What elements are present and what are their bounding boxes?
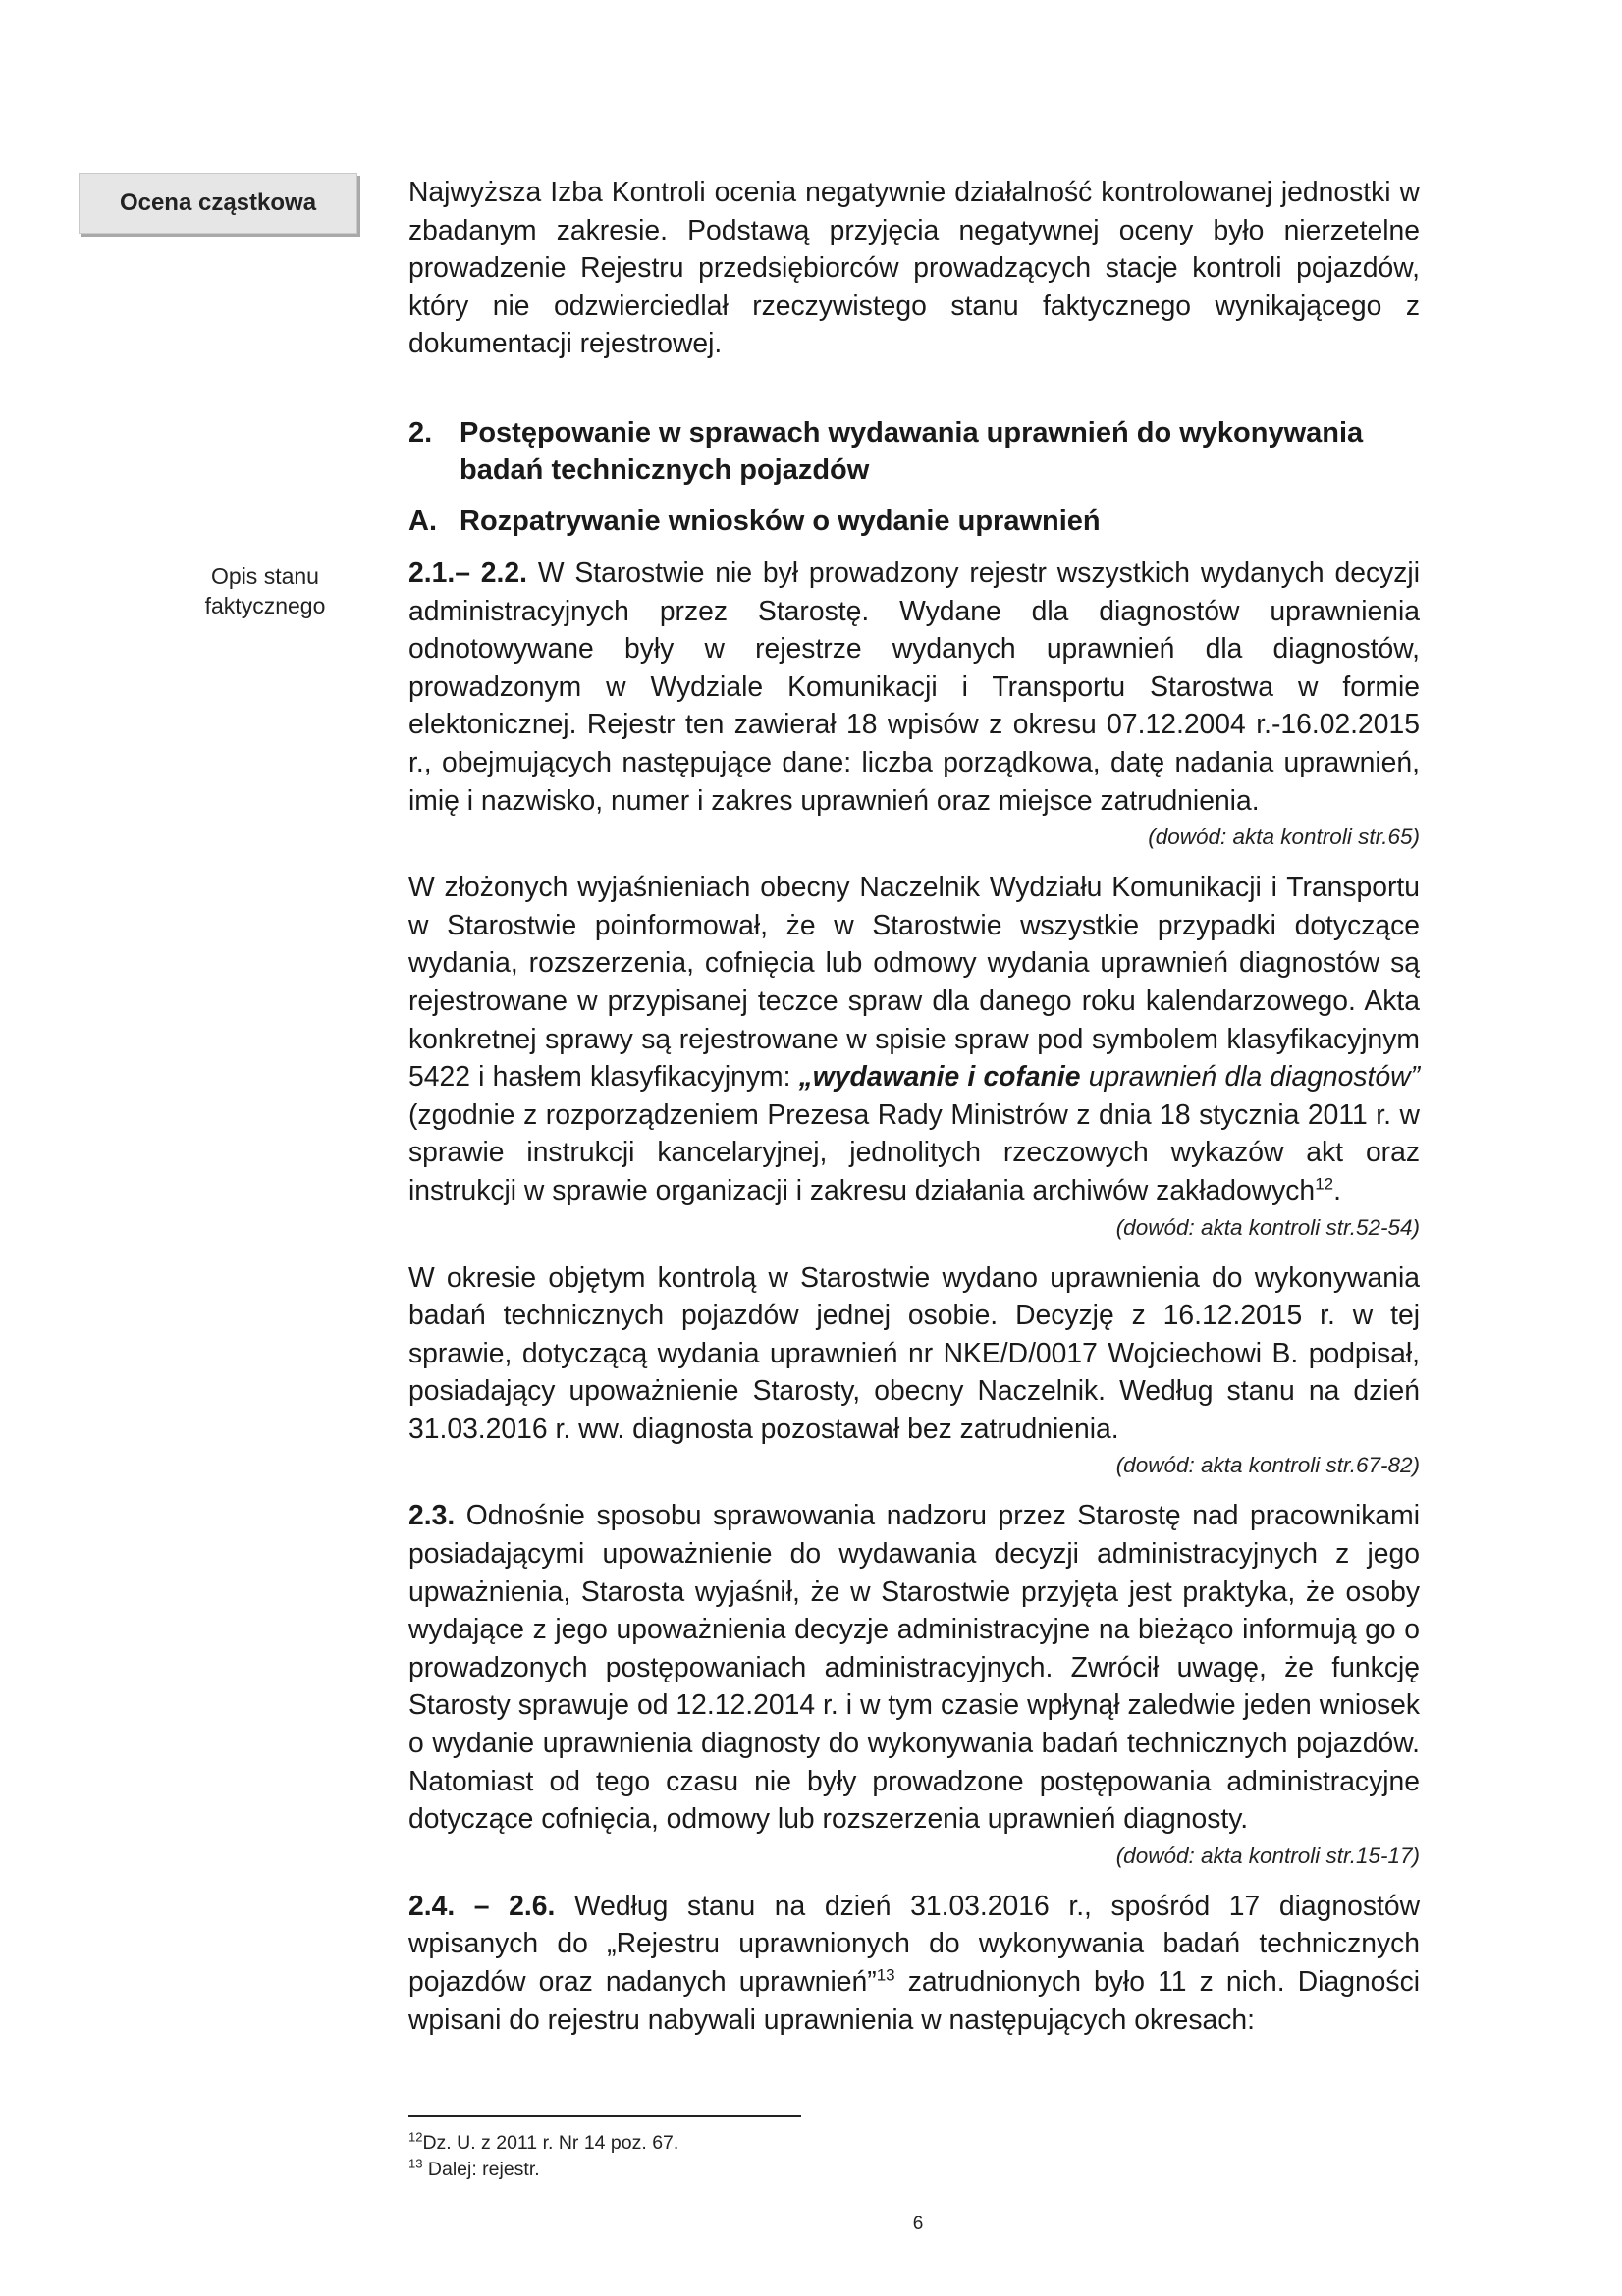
footnote-13-text: Dalej: rejestr. [422,2159,540,2180]
paragraph-2-3-lead: 2.3. [408,1499,456,1531]
assessment-text-block [408,173,1420,362]
section-margin-label [147,561,383,620]
paragraph-2-1 [408,554,1420,819]
evidence-note-3: (dowód: akta kontroli str.67-82) [1115,1453,1420,1478]
paragraph-explanations [408,868,1420,1208]
paragraph-explanations-quote-b: uprawnień dla diagnostów” [1080,1060,1421,1093]
paragraph-2-4-text-a: Według stanu na dzień 31.03.2016 r., spośród 17 diagnostów wpisanych do „Rejestru uprawnionych do wykonywania badań technicznych pojazdów oraz nadanych uprawnień” [408,1889,1421,1997]
paragraph-explanations-text-b: (zgodnie z rozporządzeniem Prezesa Rady Ministrów z dnia 18 stycznia 2011 r. w sprawie instrukcji kancelaryjnej, jednolitych rzeczowych wykazów akt oraz instrukcji w sprawie organizacji i zakresu działania archiwów zakładowych [408,1097,1420,1205]
paragraph-2-3-text: Odnośnie sposobu sprawowania nadzoru przez Starostę nad pracownikami posiadającymi upoważnienie do wydawania decyzji administracyjnych z jego upważnienia, Starosta wyjaśnił, że w Starostwie przyjęta jest praktyka, że osoby wydające z jego upoważnienia decyzje administracyjne na bieżąco informują go o prowadzonych postępowaniach administracyjnych. Zwrócił uwagę, że funkcję Starosty sprawuje od 12.12.2014 r. i w tym czasie wpłynął zaledwie jeden wniosek o wydanie uprawnienia diagnosty do wykonywania badań technicznych pojazdów. Natomiast od tego czasu nie były prowadzone postępowania administracyjne dotyczące cofnięcia, odmowy lub rozszerzenia uprawnień diagnosty. [408,1499,1420,1835]
paragraph-2-4 [408,1887,1420,2038]
footnote-13 [408,2157,1292,2183]
footnote-13-marker: 13 [408,2156,423,2171]
section-margin-label-line2: faktycznego [204,593,326,618]
section-heading-a-title: Rozpatrywanie wniosków o wydanie uprawnień [460,506,1101,537]
footnotes [408,2130,1292,2183]
paragraph-2-1-text: W Starostwie nie był prowadzony rejestr wszystkich wydanych decyzji administracyjnych przez Starostę. Wydane dla diagnostów uprawnienia odnotowywane były w rejestrze wydanych uprawnień dla diagnostów, prowadzonym w Wydziale Komunikacji i Transportu Starostwa w formie elektonicznej. Rejestr ten zawierał 18 wpisów z okresu 07.12.2004 r.-16.02.2015 r., obejmujących następujące dane: liczba porządkowa, datę nadania uprawnień, imię i nazwisko, numer i zakres uprawnień oraz miejsce zatrudnienia. [408,557,1421,816]
assessment-paragraph: Najwyższa Izba Kontroli ocenia negatywnie działalność kontrolowanej jednostki w zbadanym zakresie. Podstawą przyjęcia negatywnej oceny było nierzetelne prowadzenie Rejestru przedsiębiorców prowadzących stacje kontroli pojazdów, który nie odzwierciedlał rzeczywistego stanu faktycznego wynikającego z dokumentacji rejestrowej. [408,176,1420,359]
paragraph-2-1-lead: 2.1.– 2.2. [408,557,527,588]
section-heading-2 [408,414,1420,489]
footnote-12 [408,2130,1292,2157]
evidence-note-4: (dowód: akta kontroli str.15-17) [1115,1842,1420,1868]
footnote-separator [408,2115,801,2117]
page-number: 6 [912,2214,924,2234]
main-text-column [408,414,1420,2038]
footnote-ref-12[interactable]: 12 [1315,1174,1334,1194]
section-heading-2-number: 2. [408,417,433,449]
paragraph-2-3 [408,1496,1420,1837]
section-heading-a-number: A. [408,506,437,537]
paragraph-control-period: W okresie objętym kontrolą w Starostwie wydano uprawnienia do wykonywania badań technicznych pojazdów jednej osobie. Decyzję z 16.12.2015 r. w tej sprawie, dotyczącą wydania uprawnień nr NKE/D/0017 Wojciechowi B. podpisał, posiadający upoważnienie Starosty, obecny Naczelnik. Według stanu na dzień 31.03.2016 r. ww. diagnosta pozostawał bez zatrudnienia. [408,1260,1420,1444]
paragraph-explanations-text-a: W złożonych wyjaśnieniach obecny Naczelnik Wydziału Komunikacji i Transportu w Starostwie poinformował, że w Starostwie wszystkie przypadki dotyczące wydania, rozszerzenia, cofnięcia lub odmowy wydania uprawnień diagnostów są rejestrowane w przypisanej teczce spraw dla danego roku kalendarzowego. Akta konkretnej sprawy są rejestrowane w spisie spraw pod symbolem klasyfikacyjnym 5422 i hasłem klasyfikacyjnym: [408,871,1420,1093]
footnote-12-text: Dz. U. z 2011 r. Nr 14 poz. 67. [422,2132,679,2154]
paragraph-2-4-lead: 2.4. – 2.6. [408,1889,556,1921]
section-margin-label-line1: Opis stanu [211,563,319,589]
section-heading-2-title: Postępowanie w sprawach wydawania uprawnień do wykonywania badań technicznych pojazdów [460,417,1364,486]
assessment-box-label: Ocena cząstkowa [119,189,317,216]
paragraph-2-4-text-b: zatrudnionych było 11 z nich. Diagności wpisani do rejestru nabywali uprawnienia w następujących okresach: [408,1965,1421,2035]
evidence-note-1: (dowód: akta kontroli str.65) [1148,825,1420,850]
footnote-ref-13[interactable]: 13 [876,1965,895,1985]
paragraph-explanations-text-c: . [1333,1173,1341,1205]
footnote-12-marker: 12 [408,2129,423,2145]
section-heading-a [408,503,1420,540]
paragraph-explanations-quote-a: „wydawanie i cofanie [798,1060,1081,1093]
evidence-note-2: (dowód: akta kontroli str.52-54) [1115,1214,1420,1240]
assessment-box [79,173,357,234]
